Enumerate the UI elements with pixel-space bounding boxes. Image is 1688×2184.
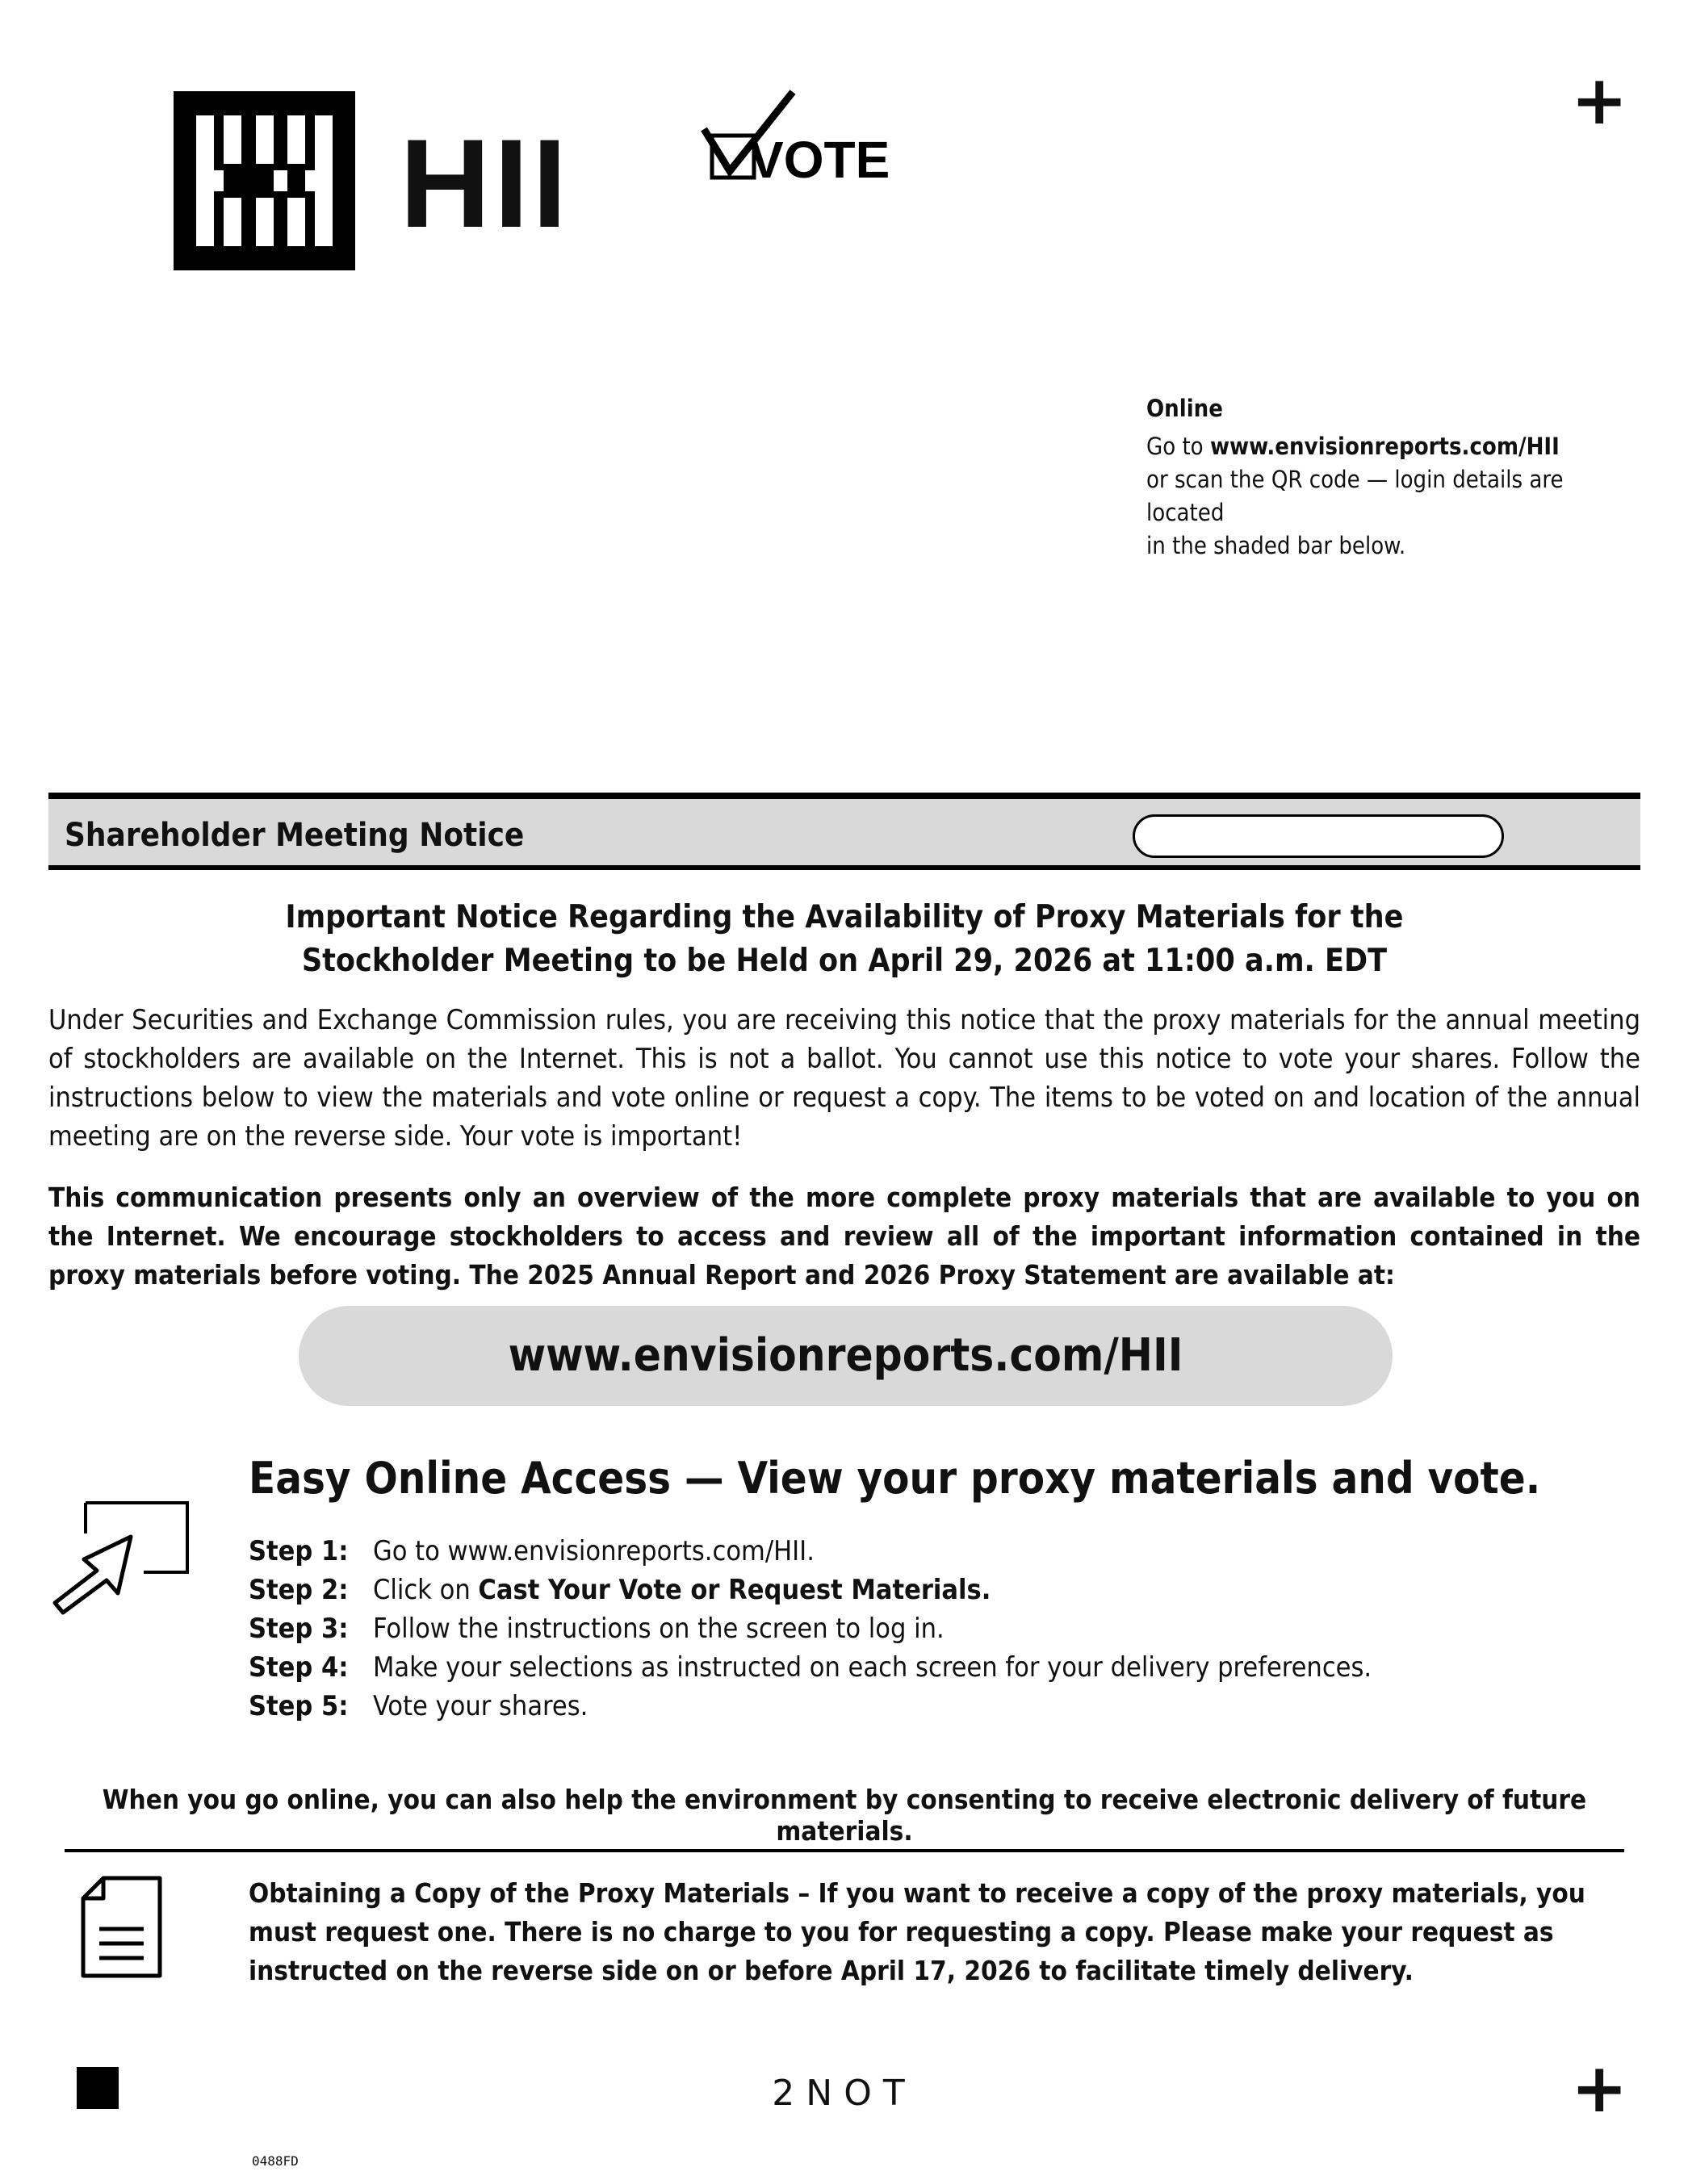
company-logo-text: HII — [400, 114, 571, 254]
step-text: Go to www.envisionreports.com/HII. — [373, 1535, 815, 1567]
notice-title-line2: Stockholder Meeting to be Held on April 29, 2026 at 11:00 a.m. EDT — [301, 943, 1388, 979]
online-line2: or scan the QR code — login details are located — [1146, 466, 1564, 526]
small-code: 0488FD — [252, 2153, 299, 2169]
step-label: Step 2: — [249, 1574, 349, 1606]
notice-title — [48, 896, 1640, 983]
step-label: Step 3: — [249, 1613, 349, 1645]
step-text-prefix: Click on — [373, 1574, 479, 1606]
steps-list — [249, 1532, 1372, 1726]
hii-logo-mark — [174, 91, 355, 270]
online-line3: in the shaded bar below. — [1146, 532, 1406, 559]
registration-cross-icon: + — [1571, 61, 1628, 140]
step-row — [249, 1532, 1372, 1571]
online-go-to: Go to — [1146, 433, 1210, 460]
step-text — [373, 1571, 991, 1609]
vote-logo-text: VOTE — [749, 131, 890, 189]
notice-title-line1: Important Notice Regarding the Availability of Proxy Materials for the — [285, 899, 1404, 935]
vote-logo — [702, 89, 890, 198]
cursor-screen-icon — [48, 1492, 194, 1625]
notice-paragraph-1: Under Securities and Exchange Commission rules, you are receiving this notice that the proxy materials for the annual meeting of stockholders are available on the Internet. This is not a ballot. You cannot use this notice to vote your shares. Follow the instructions below to view the materials and vote online or request a copy. The items to be voted on and location of the annual meeting are on the reverse side. Your vote is important! — [48, 1004, 1640, 1153]
step-row — [249, 1609, 1372, 1648]
registration-cross-icon: + — [1571, 2048, 1628, 2128]
document-icon — [79, 1874, 168, 1986]
step-row — [249, 1687, 1372, 1726]
online-url-link[interactable]: www.envisionreports.com/HII — [1209, 433, 1560, 460]
step-text: Vote your shares. — [373, 1690, 588, 1722]
step-text-bold: Cast Your Vote or Request Materials. — [478, 1574, 991, 1606]
step-text: Make your selections as instructed on each screen for your delivery preferences. — [373, 1651, 1372, 1684]
online-title: Online — [1146, 395, 1223, 422]
proxy-url-link[interactable]: www.envisionreports.com/HII — [299, 1306, 1393, 1406]
step-row — [249, 1648, 1372, 1687]
online-instructions — [1146, 392, 1647, 563]
step-row — [249, 1571, 1372, 1609]
footer-code: 2NOT — [772, 2073, 916, 2114]
step-label: Step 4: — [249, 1651, 349, 1684]
divider — [65, 1849, 1624, 1852]
step-label: Step 1: — [249, 1535, 349, 1567]
step-text: Follow the instructions on the screen to log in. — [373, 1613, 945, 1645]
corner-mark — [77, 2067, 119, 2109]
login-details-field — [1133, 814, 1504, 858]
notice-paragraph-2: This communication presents only an overview of the more complete proxy materials that are available to you on the Internet. We encourage stockholders to access and review all of the important information contained in the proxy materials before voting. The 2025 Annual Report and 2026 Proxy Statement are available at: — [48, 1182, 1640, 1291]
bar-title: Shareholder Meeting Notice — [65, 817, 525, 854]
environment-note: When you go online, you can also help the environment by consenting to receive electronic delivery of future materials. — [102, 1784, 1587, 1847]
easy-access-title: Easy Online Access — View your proxy materials and vote. — [249, 1453, 1541, 1504]
obtain-copy-text: Obtaining a Copy of the Proxy Materials – If you want to receive a copy of the proxy materials, you must request one. There is no charge to you for requesting a copy. Please make your request as instructed on the reverse side on or before April 17, 2026 to facilitate timely delivery. — [249, 1877, 1585, 1986]
shaded-bar — [48, 793, 1640, 870]
step-label: Step 5: — [249, 1690, 349, 1722]
